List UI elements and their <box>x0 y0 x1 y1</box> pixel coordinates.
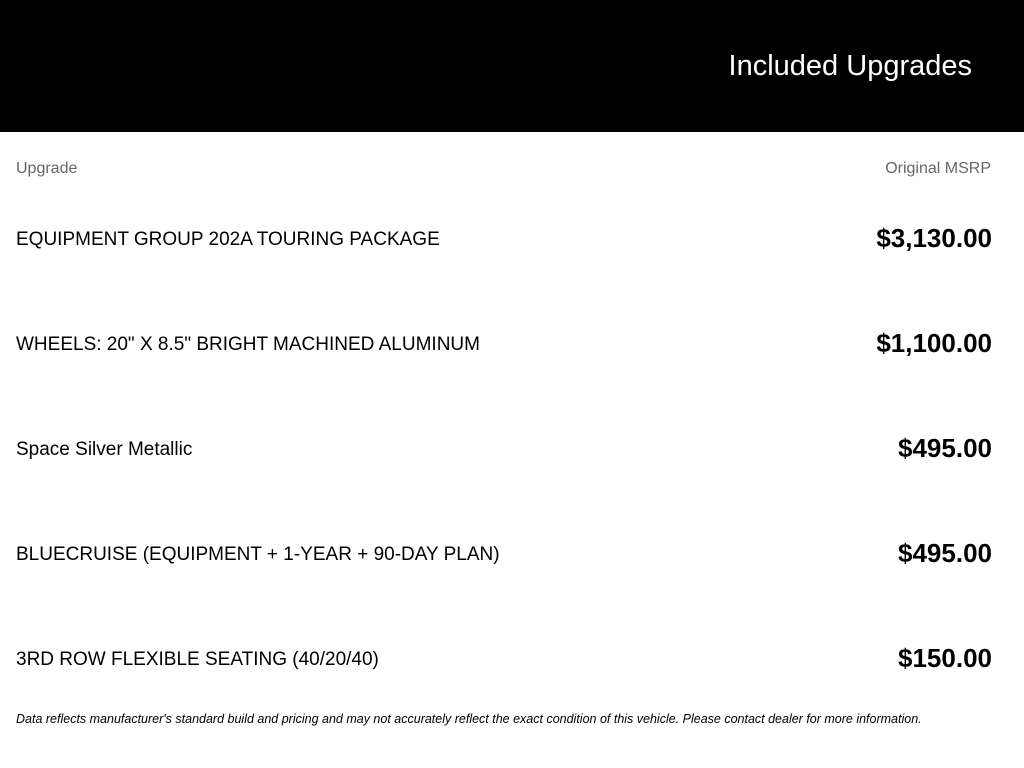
column-header-msrp: Original MSRP <box>885 160 991 177</box>
upgrade-price: $3,130.00 <box>876 223 992 253</box>
upgrade-name: Space Silver Metallic <box>16 439 193 460</box>
upgrade-name: 3RD ROW FLEXIBLE SEATING (40/20/40) <box>16 649 379 670</box>
upgrade-name: EQUIPMENT GROUP 202A TOURING PACKAGE <box>16 229 440 250</box>
header-banner <box>0 0 1024 132</box>
upgrade-price: $150.00 <box>898 643 992 673</box>
upgrade-name: BLUECRUISE (EQUIPMENT + 1-YEAR + 90-DAY PLAN) <box>16 544 500 565</box>
page-title: Included Upgrades <box>728 50 972 82</box>
upgrade-name: WHEELS: 20" X 8.5" BRIGHT MACHINED ALUMINUM <box>16 334 480 355</box>
upgrade-price: $495.00 <box>898 538 992 568</box>
upgrade-row <box>16 429 992 469</box>
upgrade-price: $1,100.00 <box>876 328 992 358</box>
upgrade-row <box>16 324 992 364</box>
upgrade-row <box>16 639 992 679</box>
column-header-upgrade: Upgrade <box>16 160 78 177</box>
upgrade-row <box>16 219 992 259</box>
disclaimer-text: Data reflects manufacturer's standard build and pricing and may not accurately reflect the exact condition of this vehicle. Please contact dealer for more information. <box>16 712 922 726</box>
upgrade-price: $495.00 <box>898 433 992 463</box>
column-headers <box>16 160 991 180</box>
upgrade-row <box>16 534 992 574</box>
